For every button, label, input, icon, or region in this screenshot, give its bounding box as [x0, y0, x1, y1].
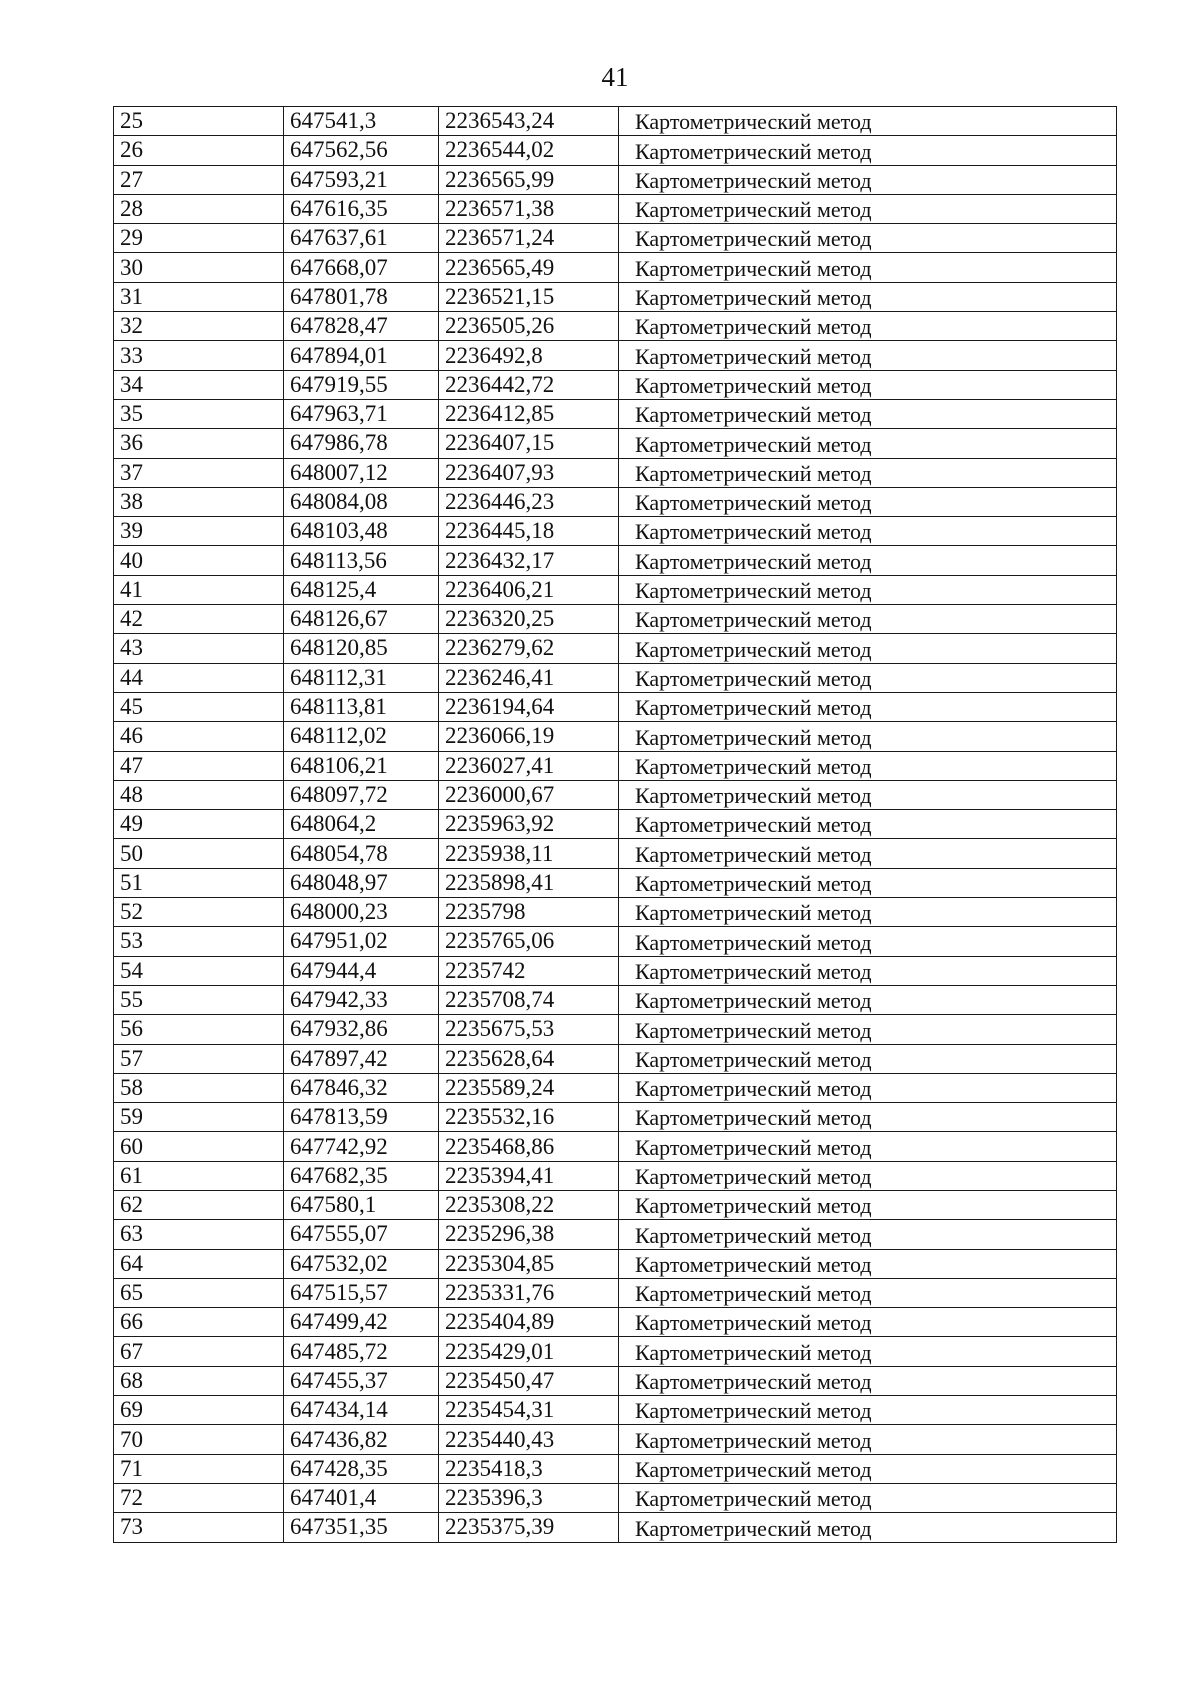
y-coordinate-cell: 2235375,39: [439, 1513, 619, 1542]
y-coordinate-cell: 2236407,93: [439, 458, 619, 487]
table-row: [114, 429, 1117, 458]
y-coordinate-cell: 2236442,72: [439, 370, 619, 399]
table-row: [114, 107, 1117, 136]
x-coordinate-cell: 647428,35: [284, 1454, 439, 1483]
method-cell: Картометрический метод: [619, 399, 1117, 428]
x-coordinate-cell: 648064,2: [284, 810, 439, 839]
table-row: [114, 1103, 1117, 1132]
method-cell: Картометрический метод: [619, 1073, 1117, 1102]
y-coordinate-cell: 2235429,01: [439, 1337, 619, 1366]
point-number-cell: 49: [114, 810, 284, 839]
table-row: [114, 663, 1117, 692]
point-number-cell: 47: [114, 751, 284, 780]
y-coordinate-cell: 2235628,64: [439, 1044, 619, 1073]
method-cell: Картометрический метод: [619, 839, 1117, 868]
method-cell: Картометрический метод: [619, 1278, 1117, 1307]
y-coordinate-cell: 2235440,43: [439, 1425, 619, 1454]
method-cell: Картометрический метод: [619, 1454, 1117, 1483]
x-coordinate-cell: 647401,4: [284, 1483, 439, 1512]
method-cell: Картометрический метод: [619, 487, 1117, 516]
table-row: [114, 1044, 1117, 1073]
point-number-cell: 53: [114, 927, 284, 956]
method-cell: Картометрический метод: [619, 780, 1117, 809]
point-number-cell: 71: [114, 1454, 284, 1483]
table-row: [114, 1161, 1117, 1190]
x-coordinate-cell: 647616,35: [284, 194, 439, 223]
table-row: [114, 868, 1117, 897]
y-coordinate-cell: 2236521,15: [439, 282, 619, 311]
method-cell: Картометрический метод: [619, 1220, 1117, 1249]
x-coordinate-cell: 647801,78: [284, 282, 439, 311]
x-coordinate-cell: 648113,81: [284, 692, 439, 721]
point-number-cell: 67: [114, 1337, 284, 1366]
method-cell: Картометрический метод: [619, 1103, 1117, 1132]
x-coordinate-cell: 647944,4: [284, 956, 439, 985]
point-number-cell: 28: [114, 194, 284, 223]
y-coordinate-cell: 2235404,89: [439, 1308, 619, 1337]
y-coordinate-cell: 2235532,16: [439, 1103, 619, 1132]
point-number-cell: 72: [114, 1483, 284, 1512]
x-coordinate-cell: 648097,72: [284, 780, 439, 809]
method-cell: Картометрический метод: [619, 1015, 1117, 1044]
y-coordinate-cell: 2236492,8: [439, 341, 619, 370]
point-number-cell: 54: [114, 956, 284, 985]
table-row: [114, 1337, 1117, 1366]
table-row: [114, 810, 1117, 839]
x-coordinate-cell: 647682,35: [284, 1161, 439, 1190]
table-row: [114, 546, 1117, 575]
table-row: [114, 282, 1117, 311]
point-number-cell: 64: [114, 1249, 284, 1278]
y-coordinate-cell: 2236194,64: [439, 692, 619, 721]
x-coordinate-cell: 648112,31: [284, 663, 439, 692]
method-cell: Картометрический метод: [619, 370, 1117, 399]
point-number-cell: 68: [114, 1366, 284, 1395]
method-cell: Картометрический метод: [619, 341, 1117, 370]
point-number-cell: 26: [114, 136, 284, 165]
method-cell: Картометрический метод: [619, 1044, 1117, 1073]
table-row: [114, 458, 1117, 487]
table-row: [114, 956, 1117, 985]
x-coordinate-cell: 648113,56: [284, 546, 439, 575]
table-row: [114, 487, 1117, 516]
y-coordinate-cell: 2235450,47: [439, 1366, 619, 1395]
point-number-cell: 29: [114, 224, 284, 253]
table-row: [114, 985, 1117, 1014]
y-coordinate-cell: 2235331,76: [439, 1278, 619, 1307]
table-row: [114, 1396, 1117, 1425]
y-coordinate-cell: 2235798: [439, 898, 619, 927]
method-cell: Картометрический метод: [619, 663, 1117, 692]
x-coordinate-cell: 647436,82: [284, 1425, 439, 1454]
y-coordinate-cell: 2236505,26: [439, 312, 619, 341]
point-number-cell: 32: [114, 312, 284, 341]
table-row: [114, 692, 1117, 721]
x-coordinate-cell: 648126,67: [284, 605, 439, 634]
y-coordinate-cell: 2235308,22: [439, 1190, 619, 1219]
table-row: [114, 1132, 1117, 1161]
point-number-cell: 70: [114, 1425, 284, 1454]
y-coordinate-cell: 2235394,41: [439, 1161, 619, 1190]
x-coordinate-cell: 647455,37: [284, 1366, 439, 1395]
point-number-cell: 66: [114, 1308, 284, 1337]
table-row: [114, 722, 1117, 751]
method-cell: Картометрический метод: [619, 1190, 1117, 1219]
y-coordinate-cell: 2235296,38: [439, 1220, 619, 1249]
y-coordinate-cell: 2235675,53: [439, 1015, 619, 1044]
x-coordinate-cell: 648125,4: [284, 575, 439, 604]
table-row: [114, 1425, 1117, 1454]
x-coordinate-cell: 647434,14: [284, 1396, 439, 1425]
y-coordinate-cell: 2236066,19: [439, 722, 619, 751]
table-row: [114, 165, 1117, 194]
method-cell: Картометрический метод: [619, 985, 1117, 1014]
method-cell: Картометрический метод: [619, 722, 1117, 751]
point-number-cell: 44: [114, 663, 284, 692]
method-cell: Картометрический метод: [619, 1337, 1117, 1366]
x-coordinate-cell: 648120,85: [284, 634, 439, 663]
point-number-cell: 65: [114, 1278, 284, 1307]
method-cell: Картометрический метод: [619, 429, 1117, 458]
x-coordinate-cell: 647951,02: [284, 927, 439, 956]
y-coordinate-cell: 2235589,24: [439, 1073, 619, 1102]
x-coordinate-cell: 647532,02: [284, 1249, 439, 1278]
point-number-cell: 27: [114, 165, 284, 194]
table-row: [114, 839, 1117, 868]
coordinates-table: [113, 106, 1117, 1543]
point-number-cell: 38: [114, 487, 284, 516]
y-coordinate-cell: 2236000,67: [439, 780, 619, 809]
point-number-cell: 62: [114, 1190, 284, 1219]
point-number-cell: 58: [114, 1073, 284, 1102]
point-number-cell: 30: [114, 253, 284, 282]
method-cell: Картометрический метод: [619, 107, 1117, 136]
table-row: [114, 1278, 1117, 1307]
table-row: [114, 927, 1117, 956]
table-row: [114, 605, 1117, 634]
y-coordinate-cell: 2236320,25: [439, 605, 619, 634]
x-coordinate-cell: 647897,42: [284, 1044, 439, 1073]
table-row: [114, 312, 1117, 341]
x-coordinate-cell: 647846,32: [284, 1073, 439, 1102]
method-cell: Картометрический метод: [619, 927, 1117, 956]
x-coordinate-cell: 647919,55: [284, 370, 439, 399]
y-coordinate-cell: 2236027,41: [439, 751, 619, 780]
y-coordinate-cell: 2235454,31: [439, 1396, 619, 1425]
method-cell: Картометрический метод: [619, 956, 1117, 985]
point-number-cell: 25: [114, 107, 284, 136]
x-coordinate-cell: 647813,59: [284, 1103, 439, 1132]
method-cell: Картометрический метод: [619, 1425, 1117, 1454]
x-coordinate-cell: 648007,12: [284, 458, 439, 487]
y-coordinate-cell: 2235765,06: [439, 927, 619, 956]
point-number-cell: 31: [114, 282, 284, 311]
point-number-cell: 40: [114, 546, 284, 575]
method-cell: Картометрический метод: [619, 898, 1117, 927]
page-number: 41: [601, 62, 629, 92]
method-cell: Картометрический метод: [619, 1396, 1117, 1425]
point-number-cell: 56: [114, 1015, 284, 1044]
point-number-cell: 43: [114, 634, 284, 663]
point-number-cell: 50: [114, 839, 284, 868]
table-row: [114, 1483, 1117, 1512]
x-coordinate-cell: 647515,57: [284, 1278, 439, 1307]
table-row: [114, 634, 1117, 663]
x-coordinate-cell: 647499,42: [284, 1308, 439, 1337]
table-row: [114, 136, 1117, 165]
y-coordinate-cell: 2235938,11: [439, 839, 619, 868]
point-number-cell: 69: [114, 1396, 284, 1425]
table-row: [114, 780, 1117, 809]
x-coordinate-cell: 647742,92: [284, 1132, 439, 1161]
table-row: [114, 1513, 1117, 1542]
y-coordinate-cell: 2236406,21: [439, 575, 619, 604]
point-number-cell: 46: [114, 722, 284, 751]
point-number-cell: 60: [114, 1132, 284, 1161]
x-coordinate-cell: 647932,86: [284, 1015, 439, 1044]
table-row: [114, 253, 1117, 282]
y-coordinate-cell: 2236246,41: [439, 663, 619, 692]
y-coordinate-cell: 2235742: [439, 956, 619, 985]
method-cell: Картометрический метод: [619, 165, 1117, 194]
method-cell: Картометрический метод: [619, 634, 1117, 663]
y-coordinate-cell: 2236565,99: [439, 165, 619, 194]
method-cell: Картометрический метод: [619, 1249, 1117, 1278]
y-coordinate-cell: 2236543,24: [439, 107, 619, 136]
method-cell: Картометрический метод: [619, 692, 1117, 721]
y-coordinate-cell: 2235898,41: [439, 868, 619, 897]
point-number-cell: 34: [114, 370, 284, 399]
method-cell: Картометрический метод: [619, 751, 1117, 780]
point-number-cell: 37: [114, 458, 284, 487]
table-row: [114, 1308, 1117, 1337]
table-row: [114, 517, 1117, 546]
method-cell: Картометрический метод: [619, 1366, 1117, 1395]
y-coordinate-cell: 2236412,85: [439, 399, 619, 428]
table-row: [114, 399, 1117, 428]
method-cell: Картометрический метод: [619, 253, 1117, 282]
point-number-cell: 57: [114, 1044, 284, 1073]
method-cell: Картометрический метод: [619, 194, 1117, 223]
x-coordinate-cell: 647351,35: [284, 1513, 439, 1542]
y-coordinate-cell: 2236446,23: [439, 487, 619, 516]
y-coordinate-cell: 2235468,86: [439, 1132, 619, 1161]
table-row: [114, 1073, 1117, 1102]
x-coordinate-cell: 648054,78: [284, 839, 439, 868]
table-row: [114, 898, 1117, 927]
x-coordinate-cell: 647485,72: [284, 1337, 439, 1366]
x-coordinate-cell: 647637,61: [284, 224, 439, 253]
x-coordinate-cell: 648084,08: [284, 487, 439, 516]
x-coordinate-cell: 647580,1: [284, 1190, 439, 1219]
method-cell: Картометрический метод: [619, 1132, 1117, 1161]
point-number-cell: 36: [114, 429, 284, 458]
table-row: [114, 1190, 1117, 1219]
table-row: [114, 341, 1117, 370]
point-number-cell: 41: [114, 575, 284, 604]
point-number-cell: 45: [114, 692, 284, 721]
y-coordinate-cell: 2236565,49: [439, 253, 619, 282]
x-coordinate-cell: 648112,02: [284, 722, 439, 751]
table-row: [114, 751, 1117, 780]
x-coordinate-cell: 647593,21: [284, 165, 439, 194]
x-coordinate-cell: 648106,21: [284, 751, 439, 780]
method-cell: Картометрический метод: [619, 224, 1117, 253]
y-coordinate-cell: 2236571,24: [439, 224, 619, 253]
point-number-cell: 33: [114, 341, 284, 370]
method-cell: Картометрический метод: [619, 1483, 1117, 1512]
method-cell: Картометрический метод: [619, 1513, 1117, 1542]
x-coordinate-cell: 647562,56: [284, 136, 439, 165]
x-coordinate-cell: 648048,97: [284, 868, 439, 897]
table-row: [114, 575, 1117, 604]
table-row: [114, 224, 1117, 253]
x-coordinate-cell: 647668,07: [284, 253, 439, 282]
point-number-cell: 42: [114, 605, 284, 634]
method-cell: Картометрический метод: [619, 810, 1117, 839]
x-coordinate-cell: 647555,07: [284, 1220, 439, 1249]
method-cell: Картометрический метод: [619, 1308, 1117, 1337]
point-number-cell: 55: [114, 985, 284, 1014]
method-cell: Картометрический метод: [619, 546, 1117, 575]
method-cell: Картометрический метод: [619, 1161, 1117, 1190]
point-number-cell: 59: [114, 1103, 284, 1132]
point-number-cell: 73: [114, 1513, 284, 1542]
y-coordinate-cell: 2235396,3: [439, 1483, 619, 1512]
method-cell: Картометрический метод: [619, 282, 1117, 311]
y-coordinate-cell: 2235963,92: [439, 810, 619, 839]
method-cell: Картометрический метод: [619, 136, 1117, 165]
point-number-cell: 48: [114, 780, 284, 809]
x-coordinate-cell: 647894,01: [284, 341, 439, 370]
method-cell: Картометрический метод: [619, 458, 1117, 487]
x-coordinate-cell: 648000,23: [284, 898, 439, 927]
table-row: [114, 1220, 1117, 1249]
y-coordinate-cell: 2235418,3: [439, 1454, 619, 1483]
table-row: [114, 1249, 1117, 1278]
y-coordinate-cell: 2236279,62: [439, 634, 619, 663]
y-coordinate-cell: 2236544,02: [439, 136, 619, 165]
x-coordinate-cell: 647828,47: [284, 312, 439, 341]
point-number-cell: 51: [114, 868, 284, 897]
table-row: [114, 194, 1117, 223]
y-coordinate-cell: 2236445,18: [439, 517, 619, 546]
table-row: [114, 1454, 1117, 1483]
x-coordinate-cell: 647986,78: [284, 429, 439, 458]
y-coordinate-cell: 2236432,17: [439, 546, 619, 575]
coordinates-table-body: [114, 107, 1117, 1543]
table-row: [114, 1015, 1117, 1044]
point-number-cell: 52: [114, 898, 284, 927]
point-number-cell: 61: [114, 1161, 284, 1190]
y-coordinate-cell: 2236407,15: [439, 429, 619, 458]
x-coordinate-cell: 647541,3: [284, 107, 439, 136]
method-cell: Картометрический метод: [619, 868, 1117, 897]
table-row: [114, 1366, 1117, 1395]
method-cell: Картометрический метод: [619, 575, 1117, 604]
y-coordinate-cell: 2235708,74: [439, 985, 619, 1014]
method-cell: Картометрический метод: [619, 312, 1117, 341]
table-row: [114, 370, 1117, 399]
point-number-cell: 63: [114, 1220, 284, 1249]
point-number-cell: 35: [114, 399, 284, 428]
x-coordinate-cell: 648103,48: [284, 517, 439, 546]
y-coordinate-cell: 2236571,38: [439, 194, 619, 223]
point-number-cell: 39: [114, 517, 284, 546]
method-cell: Картометрический метод: [619, 517, 1117, 546]
method-cell: Картометрический метод: [619, 605, 1117, 634]
x-coordinate-cell: 647963,71: [284, 399, 439, 428]
x-coordinate-cell: 647942,33: [284, 985, 439, 1014]
y-coordinate-cell: 2235304,85: [439, 1249, 619, 1278]
